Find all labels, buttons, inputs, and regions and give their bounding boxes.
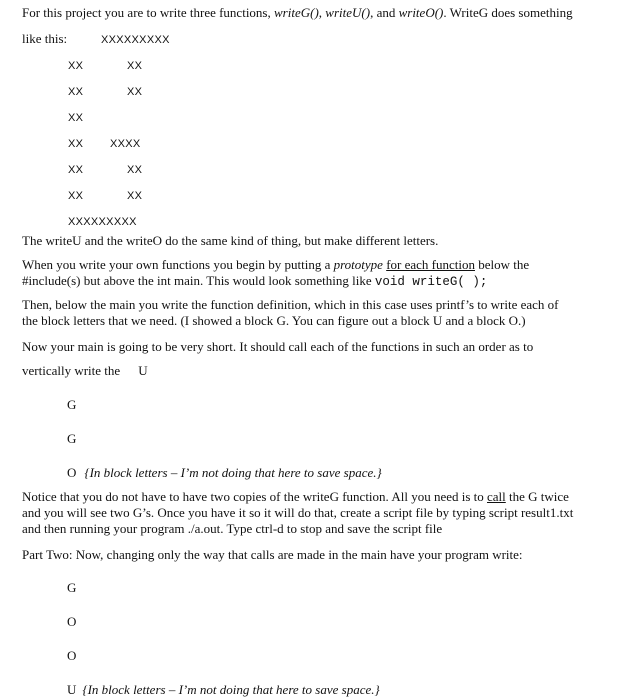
vertical-letter-g: G [67,397,77,412]
block-g-row-right: XX [127,86,143,98]
block-g-row-left: XX [68,164,84,176]
notice-underline: call [487,489,506,504]
block-g-bottom: XXXXXXXXX [68,216,137,228]
proto-text-end: below the [474,257,530,272]
vertical2-letter-u-line [67,682,380,698]
vertical2-letter-o: O [67,648,77,663]
block-g-row-right: XXXX [110,138,141,150]
intro-line-1 [22,5,573,21]
proto-italic: prototype [333,257,383,272]
part-two-heading: Part Two: Now, changing only the way that calls are made in the main have your program write: [22,547,523,562]
paragraph-notice-line-2: and you will see two G’s. Once you have it so it will do that, create a script file by typing script result1.txt [22,505,574,520]
paragraph-notice-line-1 [22,489,569,505]
block-g-row-left: XX [68,190,84,202]
paragraph-definition-line-1: Then, below the main you write the function definition, which in this case uses printf’s to write each of [22,297,559,312]
block-g-row-right: XX [127,60,143,72]
block-g-row-left: XX [68,60,84,72]
proto-underline: for each function [386,257,475,272]
notice-text: Notice that you do not have to have two copies of the writeG function. All you need is to [22,489,488,504]
paragraph-prototype-line-2 [22,273,487,290]
block-letter-note: {In block letters – I’m not doing that here to save space.} [82,682,380,697]
fn-writeg: writeG() [274,5,319,20]
vertical-letter-o-line [67,465,382,481]
vertical2-letter-u: U [67,682,77,697]
intro-line-2: like this: [22,31,68,46]
main-text: vertically write the [22,363,121,378]
vertical-letter-g: G [67,431,77,446]
paragraph-prototype-line-1 [22,257,529,273]
block-g-row-left: XX [68,112,84,124]
block-g-row-right: XX [127,164,143,176]
paragraph-definition-line-2: the block letters that we need. (I showed a block G. You can figure out a block U and a block O.) [22,313,526,328]
block-g-row-left: XX [68,86,84,98]
fn-writeo: writeO() [398,5,444,20]
vertical2-letter-o: O [67,614,77,629]
block-g-row-right: XX [127,190,143,202]
main-letter-u: U [138,363,148,378]
vertical-letter-o: O [67,465,77,480]
intro-comma: , [318,5,326,20]
proto-text-2: #include(s) but above the int main. This would look something like [22,273,375,288]
fn-writeu: writeU() [325,5,371,20]
block-g-row-left: XX [68,138,84,150]
paragraph-same: The writeU and the writeO do the same kind of thing, but make different letters. [22,233,439,248]
intro-text-end: . WriteG does something [443,5,573,20]
block-g-top: XXXXXXXXX [101,34,170,46]
paragraph-main-line-2 [22,363,148,379]
notice-text-end: the G twice [505,489,569,504]
proto-text: When you write your own functions you begin by putting a [22,257,334,272]
block-letter-note: {In block letters – I’m not doing that here to save space.} [84,465,382,480]
vertical2-letter-g: G [67,580,77,595]
code-snippet: void writeG( ); [374,275,488,289]
paragraph-main-line-1: Now your main is going to be very short. It should call each of the functions in such an order as to [22,339,534,354]
paragraph-notice-line-3: and then running your program ./a.out. Type ctrl-d to stop and save the script file [22,521,443,536]
intro-and: , and [370,5,399,20]
intro-text: For this project you are to write three functions, [22,5,274,20]
